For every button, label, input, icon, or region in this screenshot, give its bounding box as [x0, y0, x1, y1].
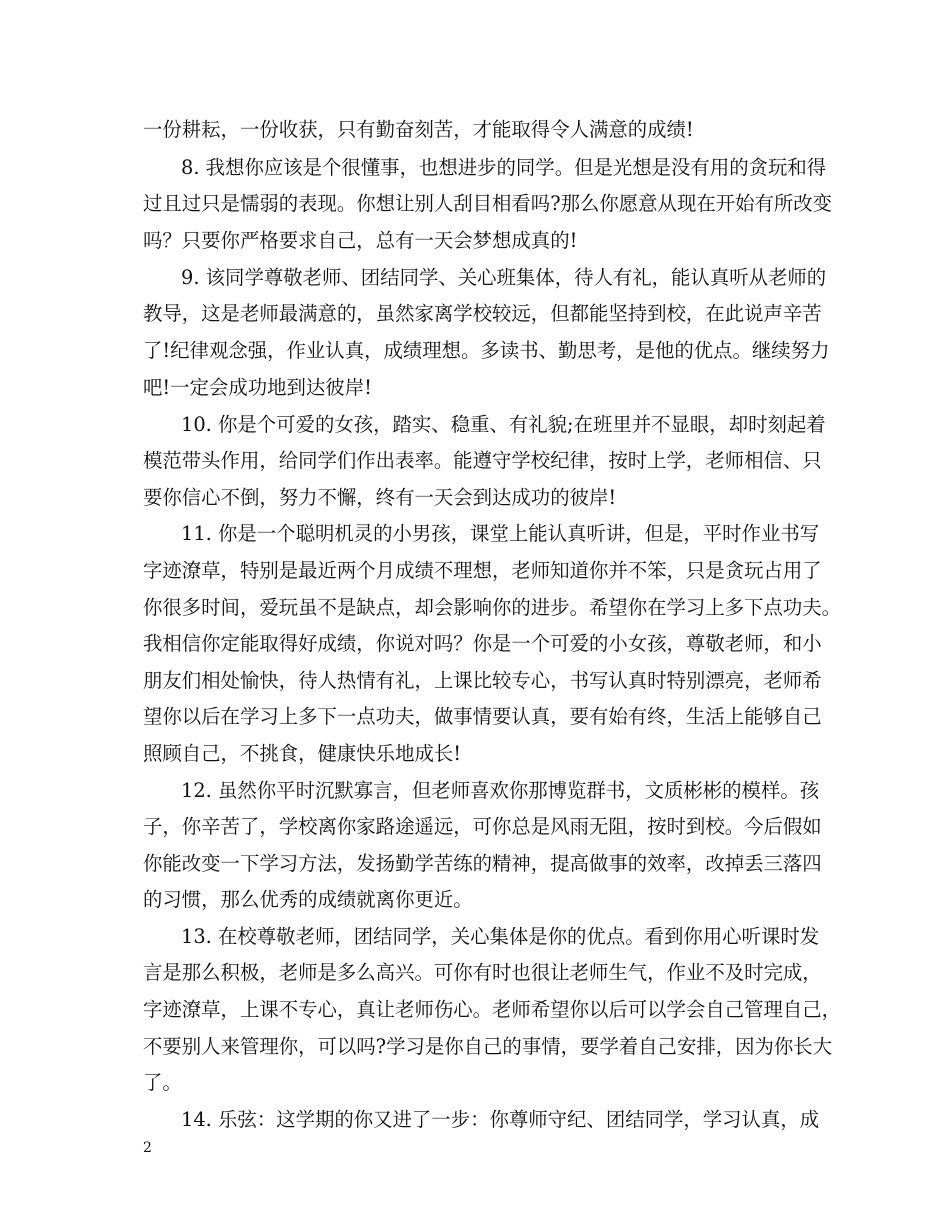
text-line: 你能改变一下学习方法，发扬勤学苦练的精神，提高做事的效率，改掉丢三落四 [143, 852, 822, 875]
text-line: 了。 [143, 1071, 182, 1094]
text-line: 教导，这是老师最满意的，虽然家离学校较远，但都能坚持到校，在此说声辛苦 [143, 302, 822, 325]
paragraph-13-line: 13. 在校尊敬老师，团结同学，关心集体是你的优点。看到你用心听课时发 [181, 925, 820, 948]
paragraph-9-line: 9. 该同学尊敬老师、团结同学、关心班集体，待人有礼，能认真听从老师的 [181, 266, 827, 289]
text-line: 字迹潦草，特别是最近两个月成绩不理想，老师知道你并不笨，只是贪玩占用了 [143, 559, 822, 582]
paragraph-12-line: 12. 虽然你平时沉默寡言，但老师喜欢你那博览群书，文质彬彬的模样。孩 [181, 779, 820, 802]
text-line: 言是那么积极，老师是多么高兴。可你有时也很让老师生气，作业不及时完成， [143, 961, 822, 984]
text-line: 吗？只要你严格要求自己，总有一天会梦想成真的! [143, 229, 578, 252]
text-line: 了!纪律观念强，作业认真，成绩理想。多读书、勤思考，是他的优点。继续努力 [143, 339, 830, 362]
text-line: 不要别人来管理你，可以吗?学习是你自己的事情，要学着自己安排，因为你长大 [143, 1035, 833, 1058]
text-line: 模范带头作用，给同学们作出表率。能遵守学校纪律，按时上学，老师相信、只 [143, 449, 822, 472]
text-line: 你很多时间，爱玩虽不是缺点，却会影响你的进步。希望你在学习上多下点功夫。 [143, 596, 842, 619]
text-line: 吧!一定会成功地到达彼岸! [143, 376, 372, 399]
paragraph-10-line: 10. 你是个可爱的女孩，踏实、稳重、有礼貌;在班里并不显眼，却时刻起着 [181, 413, 826, 436]
paragraph-11-line: 11. 你是一个聪明机灵的小男孩，课堂上能认真听讲，但是，平时作业书写 [181, 522, 820, 545]
text-line: 的习惯，那么优秀的成绩就离你更近。 [143, 888, 473, 911]
text-line: 朋友们相处愉快，待人热情有礼，上课比较专心，书写认真时特别漂亮，老师希 [143, 669, 822, 692]
text-line: 过且过只是懦弱的表现。你想让别人刮目相看吗?那么你愿意从现在开始有所改变 [143, 192, 833, 215]
text-line: 照顾自己，不挑食，健康快乐地成长! [143, 742, 462, 765]
text-line: 一份耕耘，一份收获，只有勤奋刻苦，才能取得令人满意的成绩! [143, 118, 694, 141]
paragraph-8-line: 8. 我想你应该是个很懂事，也想进步的同学。但是光想是没有用的贪玩和得 [181, 156, 827, 179]
text-line: 字迹潦草，上课不专心，真让老师伤心。老师希望你以后可以学会自己管理自己， [143, 998, 842, 1021]
page-number: 2 [143, 1140, 152, 1156]
text-line: 子，你辛苦了，学校离你家路途遥远，可你总是风雨无阻，按时到校。今后假如 [143, 815, 822, 838]
text-line: 要你信心不倒，努力不懈，终有一天会到达成功的彼岸! [143, 486, 617, 509]
text-line: 望你以后在学习上多下一点功夫，做事情要认真，要有始有终，生活上能够自己 [143, 705, 822, 728]
paragraph-14-line: 14. 乐弦：这学期的你又进了一步：你尊师守纪、团结同学，学习认真，成 [181, 1108, 820, 1131]
text-line: 我相信你定能取得好成绩，你说对吗？你是一个可爱的小女孩，尊敬老师，和小 [143, 632, 822, 655]
